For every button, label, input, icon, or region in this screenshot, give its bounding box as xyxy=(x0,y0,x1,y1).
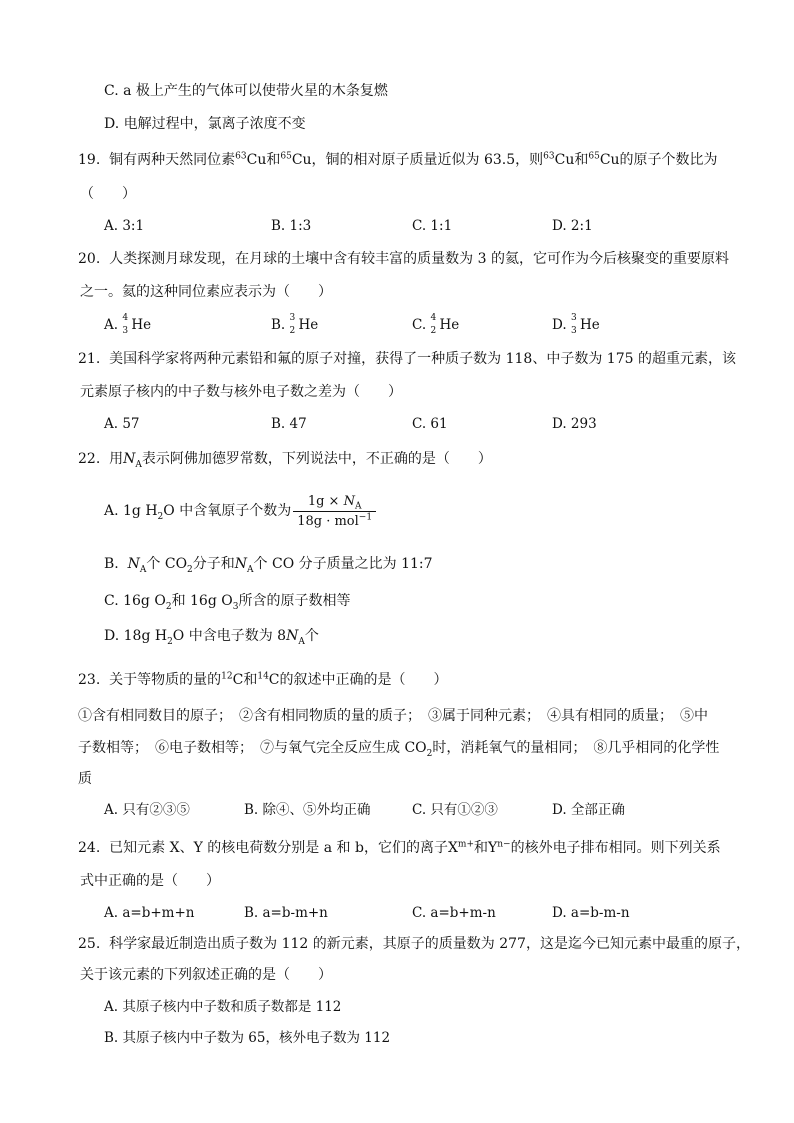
q23-statements-line2: 子数相等； ⑥电子数相等； ⑦与氧气完全反应生成 $CO_2$时，消耗氧气的量相同； ⑧几乎相同的化学性 xyxy=(78,740,720,759)
q22-option-c: C. 16g $O_2$和 16g $O_3$所含的原子数相等 xyxy=(104,593,351,612)
q19-cu65-mass: 65 xyxy=(280,151,292,162)
q21-option-b: B. 47 xyxy=(271,416,307,432)
q22-option-d: D. 18g $H_2O$ 中含电子数为 $8N_A$个 xyxy=(104,628,319,647)
q19-text: 铜有两种天然同位素 xyxy=(109,152,236,168)
q24-option-a: A. a=b+m+n xyxy=(104,905,195,921)
q24-stem-line2: 式中正确的是（ ） xyxy=(80,873,220,889)
q24-number: 24. xyxy=(78,840,101,856)
q20-option-b: B. 3 2 He xyxy=(271,313,319,336)
q19-option-c: C. 1:1 xyxy=(412,218,453,234)
q22-number: 22. xyxy=(78,451,101,467)
q20-option-a: A. 4 3 He xyxy=(104,313,152,336)
q21-option-d: D. 293 xyxy=(552,416,597,432)
q22-option-b: B. $N_A$个 $CO_2$分子和$N_A$个 CO 分子质量之比为 11:7 xyxy=(104,556,433,575)
q24-stem-line1: 24. 已知元素 X、Y 的核电荷数分别是 a 和 b，它们的离子$X^{m+}$和$Y^{n-}$的核外电子排布相同。则下列关系 xyxy=(78,839,721,856)
q20-number: 20. xyxy=(78,251,101,267)
q19-answer-paren: （ ） xyxy=(80,186,136,202)
q23-statements-line1: ①含有相同数目的原子； ②含有相同物质的量的质子； ③属于同种元素； ④具有相同的质量； ⑤中 xyxy=(78,708,708,724)
q23-number: 23. xyxy=(78,672,101,688)
q25-number: 25. xyxy=(78,936,101,952)
q24-option-c: C. a=b+m-n xyxy=(412,905,496,921)
q21-stem-line2: 元素原子核内的中子数与核外电子数之差为（ ） xyxy=(80,384,402,400)
q20-option-c-nuclide: 4 2 He xyxy=(430,313,460,336)
q20-stem-line2: 之一。氦的这种同位素应表示为（ ） xyxy=(80,284,332,300)
q24-option-b: B. a=b-m+n xyxy=(244,905,328,921)
q23-option-a: A. 只有②③⑤ xyxy=(104,802,190,818)
q20-stem-line1: 20. 人类探测月球发现，在月球的土壤中含有较丰富的质量数为 3 的氦，它可作为今后核聚变的重要原料 xyxy=(78,251,729,267)
q23-statements-line3: 质 xyxy=(78,771,92,787)
q20-option-d: D. 3 3 He xyxy=(552,313,600,336)
q23-stem: 23. 关于等物质的量的$^{12}$C和$^{14}$C的叙述中正确的是（ ） xyxy=(78,671,448,688)
q22-option-a: A. 1g $H_2O$ 中含氧原子个数为 $\frac{1g \times N_A}{18g \cdot mol^{-1}}$ xyxy=(104,492,376,530)
q20-option-d-nuclide: 3 3 He xyxy=(570,313,600,336)
q19-option-d: D. 2:1 xyxy=(552,218,593,234)
q23-option-b: B. 除④、⑤外均正确 xyxy=(244,802,371,818)
q20-option-c: C. 4 2 He xyxy=(412,313,460,336)
q18-option-d: D. 电解过程中，氯离子浓度不变 xyxy=(104,116,306,132)
q21-option-c: C. 61 xyxy=(412,416,448,432)
q25-stem-line2: 关于该元素的下列叙述正确的是（ ） xyxy=(80,967,332,983)
q21-stem-line1: 21. 美国科学家将两种元素铅和氟的原子对撞，获得了一种质子数为 118、中子数为 175 的超重元素，该 xyxy=(78,351,736,367)
q20-option-a-nuclide: 4 3 He xyxy=(122,313,152,336)
q25-option-b: B. 其原子核内中子数为 65，核外电子数为 112 xyxy=(104,1030,391,1046)
q22-option-a-fraction: $\frac{1g \times N_A}{18g \cdot mol^{-1}}$ xyxy=(293,493,376,530)
q23-option-c: C. 只有①②③ xyxy=(412,802,498,818)
q19-number: 19. xyxy=(78,152,101,168)
q23-option-d: D. 全部正确 xyxy=(552,802,625,818)
q25-stem-line1: 25. 科学家最近制造出质子数为 112 的新元素，其原子的质量数为 277，这是迄今已知元素中最重的原子， xyxy=(78,936,750,952)
q19-option-b: B. 1:3 xyxy=(271,218,312,234)
q25-option-a: A. 其原子核内中子数和质子数都是 112 xyxy=(104,999,342,1015)
q21-option-a: A. 57 xyxy=(104,416,140,432)
q20-option-b-nuclide: 3 2 He xyxy=(289,313,319,336)
q19-stem: 19. 铜有两种天然同位素$^{63}$Cu和$^{65}$Cu，铜的相对原子质量近似为 63.5，则$^{63}$Cu和$^{65}$Cu的原子个数比为 xyxy=(78,151,718,168)
q21-number: 21. xyxy=(78,351,101,367)
q22-stem: 22. 用$N_A$表示阿佛加德罗常数，下列说法中，不正确的是（ ） xyxy=(78,451,492,470)
q24-option-d: D. a=b-m-n xyxy=(552,905,630,921)
q18-option-c: C. a 极上产生的气体可以使带火星的木条复燃 xyxy=(104,83,388,99)
q19-option-a: A. 3:1 xyxy=(104,218,145,234)
q19-cu63-mass: 63 xyxy=(235,151,247,162)
